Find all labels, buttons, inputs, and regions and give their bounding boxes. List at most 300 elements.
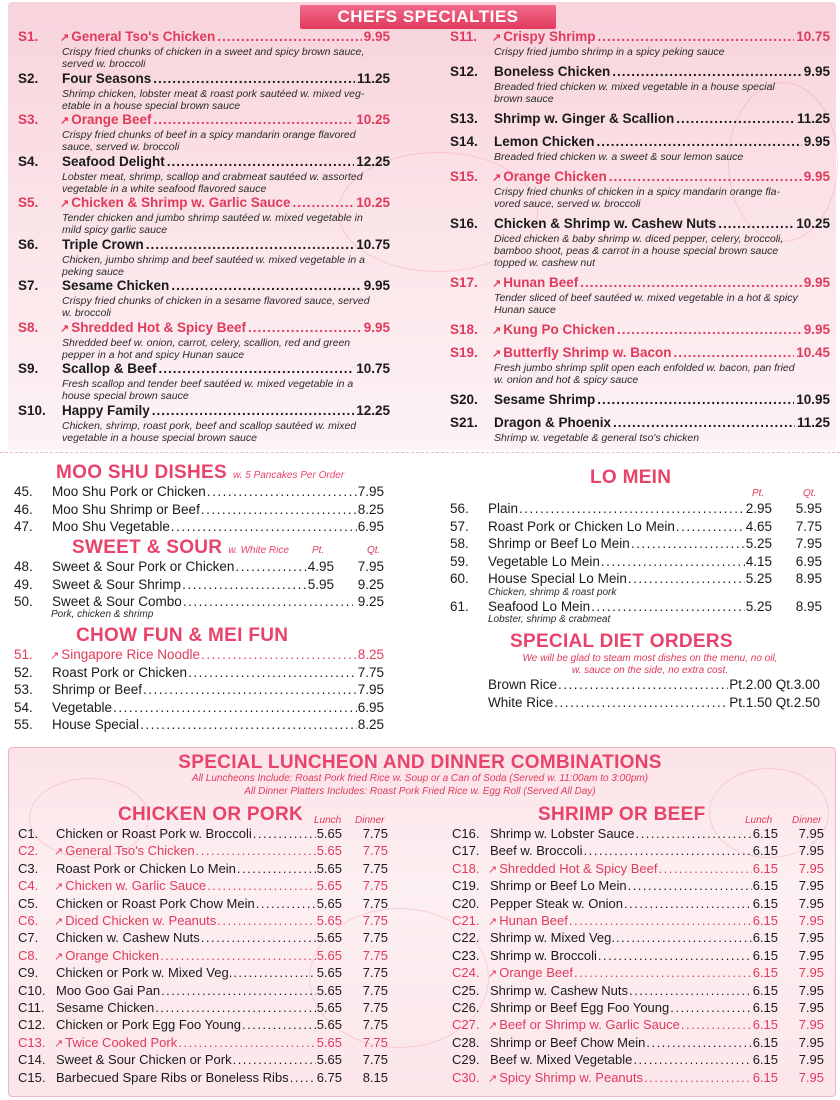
item-name: Seafood Lo Mein	[488, 598, 591, 614]
item-description: Tender sliced of beef sautéed w. mixed vegetable in a hot & spicy	[494, 292, 798, 304]
item-name: Dragon & Phoenix	[494, 415, 612, 430]
menu-item	[450, 322, 830, 339]
item-name: Roast Pork or Chicken Lo Mein	[56, 860, 236, 876]
combo-item	[18, 965, 388, 982]
item-name: Hunan Beef	[499, 913, 568, 928]
item-price-qt: 7.95	[795, 536, 822, 551]
item-name: Diced Chicken w. Peanuts	[65, 913, 217, 928]
item-price-qt: 9.25	[357, 594, 384, 609]
item-price-lunch: 6.15	[752, 1034, 778, 1050]
item-code: S1.	[18, 29, 39, 44]
item-price: Pt.2.00 Qt.3.00	[729, 677, 820, 692]
item-code: 47.	[14, 519, 33, 534]
menu-item-row	[450, 134, 830, 151]
item-price-dinner: 7.75	[362, 843, 388, 859]
menu-item	[14, 502, 384, 519]
menu-item	[450, 599, 822, 616]
combo-item	[18, 1052, 388, 1069]
menu-item-row	[18, 361, 390, 378]
item-code: C18.	[452, 860, 480, 876]
dot-leader	[201, 647, 357, 662]
dot-leader	[171, 278, 361, 293]
dot-leader	[207, 878, 316, 893]
menu-item-row	[450, 415, 830, 432]
item-name: Moo Shu Pork or Chicken	[52, 484, 206, 499]
dot-leader	[201, 502, 357, 517]
combo-item	[18, 1017, 388, 1034]
item-code: C17.	[452, 843, 480, 859]
menu-item-row	[450, 392, 830, 409]
item-price-qt: 9.25	[357, 576, 384, 592]
item-name: Roast Pork or Chicken Lo Mein	[488, 518, 675, 534]
item-code: S3.	[18, 112, 39, 128]
combinations-title: SPECIAL LUNCHEON AND DINNER COMBINATIONS	[178, 752, 662, 773]
shrimp-or-beef-title: SHRIMP OR BEEF	[538, 804, 706, 825]
item-price: 7.75	[357, 664, 384, 680]
dot-leader	[616, 930, 752, 945]
item-price-dinner: 7.75	[362, 1034, 388, 1050]
dot-leader	[146, 237, 354, 252]
item-note: Lobster, shrimp & crabmeat	[488, 614, 611, 625]
item-name: Sweet & Sour Shrimp	[52, 576, 182, 592]
item-price: 10.25	[796, 216, 830, 231]
menu-item	[18, 320, 390, 361]
item-name: Chicken & Shrimp w. Garlic Sauce	[71, 195, 291, 211]
menu-item	[14, 559, 384, 576]
dot-leader	[646, 1035, 751, 1050]
item-code: C13.	[18, 1034, 46, 1050]
menu-item	[450, 536, 822, 553]
item-code: S20.	[450, 392, 478, 407]
item-description: Breaded fried chicken w. mixed vegetable in a house special	[494, 81, 775, 93]
item-code: C30.	[452, 1069, 480, 1085]
item-price-lunch: 5.65	[316, 895, 342, 911]
dot-leader	[113, 700, 357, 715]
item-price: 9.95	[803, 275, 830, 290]
combo-item	[18, 983, 388, 1000]
item-name: Sesame Shrimp	[494, 392, 596, 407]
combo-item	[452, 878, 824, 895]
dot-leader	[196, 843, 316, 858]
item-name: Shrimp or Beef Lo Mein	[490, 878, 627, 894]
menu-item	[450, 392, 830, 409]
dot-leader	[171, 519, 357, 534]
item-price-lunch: 6.15	[752, 1000, 778, 1015]
item-name: Orange Chicken	[65, 947, 160, 963]
item-name: White Rice	[488, 694, 554, 710]
combo-left-dinner-header: Dinner	[355, 815, 385, 826]
item-code: S10.	[18, 402, 46, 418]
menu-item	[488, 695, 820, 712]
item-code: C19.	[452, 878, 480, 894]
item-description: house special brown sauce	[62, 390, 189, 403]
item-price-dinner: 7.75	[362, 1000, 388, 1015]
combo-item	[452, 861, 824, 878]
item-name: Shrimp or Beef Lo Mein	[488, 536, 630, 551]
hot-pepper-icon: ↗	[492, 278, 502, 290]
dot-leader	[143, 682, 357, 697]
item-price: 11.25	[356, 70, 390, 86]
dot-leader	[235, 559, 306, 574]
dot-leader	[609, 169, 802, 184]
item-code: 50.	[14, 594, 33, 609]
item-code: S18.	[450, 322, 478, 337]
item-name: House Special	[52, 717, 140, 732]
chefs-specialties-panel	[8, 2, 836, 450]
hot-pepper-icon: ↗	[488, 1072, 498, 1085]
item-price-pt: 5.25	[745, 536, 772, 551]
item-price: 12.25	[356, 402, 390, 418]
menu-item-row	[18, 195, 390, 212]
hot-pepper-icon: ↗	[488, 968, 498, 981]
item-name: Shrimp w. Mixed Veg.	[490, 930, 615, 946]
hot-pepper-icon: ↗	[488, 916, 498, 928]
item-code: C2.	[18, 843, 39, 859]
item-name: Beef w. Broccoli	[490, 843, 583, 859]
item-description: vegetable in a house special brown sauce	[62, 431, 257, 444]
item-name: Roast Pork or Chicken	[52, 664, 188, 680]
item-price-pt: 5.25	[745, 571, 772, 586]
chicken-or-pork-title: CHICKEN OR PORK	[118, 804, 304, 825]
item-price-lunch: 5.65	[316, 947, 342, 963]
dot-leader	[558, 677, 728, 692]
item-name: Plain	[488, 501, 519, 516]
item-name: Vegetable Lo Mein	[488, 553, 600, 569]
item-price: Pt.1.50 Qt.2.50	[729, 694, 820, 710]
item-price-lunch: 6.15	[752, 1069, 778, 1085]
item-price-pt: 4.15	[745, 553, 772, 569]
dot-leader	[612, 64, 801, 79]
dot-leader	[161, 983, 316, 998]
hot-pepper-icon: ↗	[492, 325, 502, 337]
item-code: 49.	[14, 576, 33, 592]
item-price: 8.25	[357, 717, 384, 732]
chefs-right-column	[450, 29, 830, 444]
menu-item-row	[18, 320, 390, 337]
item-name: Sesame Chicken	[62, 278, 170, 294]
item-price: 10.45	[796, 345, 830, 360]
special-diet-note-1: We will be glad to steam most dishes on the menu, no oil,	[522, 653, 778, 664]
dot-leader	[140, 717, 357, 732]
menu-item	[18, 278, 390, 319]
combo-item	[18, 843, 388, 860]
item-price-dinner: 7.75	[362, 860, 388, 876]
item-description: etable in a house special brown sauce	[62, 99, 241, 112]
item-price-lunch: 5.65	[316, 860, 342, 876]
dot-leader	[676, 111, 795, 126]
menu-item	[14, 519, 384, 536]
menu-item	[14, 484, 384, 501]
item-price-pt: 2.95	[745, 501, 772, 516]
hot-pepper-icon: ↗	[488, 1020, 498, 1033]
item-description: Diced chicken & baby shrimp w. diced pepper, celery, broccoli,	[494, 233, 784, 245]
item-name: Scallop & Beef	[62, 361, 157, 377]
menu-item	[450, 415, 830, 444]
item-code: C5.	[18, 895, 39, 911]
combo-item	[18, 878, 388, 895]
item-price: 10.25	[356, 112, 390, 128]
item-name: Barbecued Spare Ribs or Boneless Ribs	[56, 1069, 289, 1085]
item-name: Pepper Steak w. Onion	[490, 895, 623, 911]
item-code: S13.	[450, 111, 478, 126]
dot-leader	[658, 861, 751, 876]
combo-item	[452, 1052, 824, 1069]
item-code: 58.	[450, 536, 469, 551]
hot-pepper-icon: ↗	[60, 198, 70, 211]
item-name: Shredded Hot & Spicy Beef	[71, 319, 247, 335]
menu-item-row	[450, 216, 830, 233]
combo-item	[18, 948, 388, 965]
item-price-dinner: 7.75	[362, 982, 388, 998]
item-price: 10.75	[796, 29, 830, 44]
dot-leader	[598, 948, 752, 963]
menu-item-row	[18, 71, 390, 88]
item-price-lunch: 5.65	[316, 826, 342, 841]
item-code: C10.	[18, 982, 46, 998]
item-description: Tender chicken and jumbo shrimp sautéed w. mixed vegetable in	[62, 212, 363, 225]
item-code: S9.	[18, 361, 39, 377]
item-price-dinner: 7.75	[362, 878, 388, 894]
dot-leader	[628, 878, 752, 893]
dot-leader	[631, 536, 745, 551]
item-description: Crispy fried chunks of chicken in a sesame flavored sauce, served	[62, 295, 370, 308]
item-description: Chicken, jumbo shrimp and beef sautéed w. mixed vegetable in a	[62, 253, 365, 266]
item-description: w. broccoli	[62, 307, 112, 320]
item-price-qt: 8.95	[795, 598, 822, 614]
combo-item	[452, 1070, 824, 1087]
combo-item	[452, 965, 824, 982]
item-code: S4.	[18, 153, 39, 169]
item-name: Sweet & Sour Chicken or Pork	[56, 1052, 232, 1068]
item-code: S12.	[450, 64, 478, 79]
dot-leader	[628, 571, 745, 586]
item-code: S6.	[18, 236, 39, 252]
item-code: S5.	[18, 195, 39, 211]
item-name: General Tso's Chicken	[71, 29, 216, 44]
item-name: Orange Beef	[499, 965, 573, 981]
menu-item	[14, 700, 384, 717]
menu-item	[450, 554, 822, 571]
dot-leader	[183, 594, 353, 609]
dot-leader	[253, 826, 316, 841]
item-code: C16.	[452, 826, 480, 841]
item-name: Crispy Shrimp	[503, 29, 596, 44]
item-description: w. onion and hot & spicy sauce	[494, 374, 639, 386]
item-name: Lemon Chicken	[494, 134, 595, 149]
combo-item	[452, 930, 824, 947]
item-price: 9.95	[803, 169, 830, 184]
dot-leader	[293, 195, 355, 210]
combo-item	[18, 826, 388, 843]
item-code: C15.	[18, 1069, 46, 1085]
hot-pepper-icon: ↗	[50, 650, 60, 662]
item-price-dinner: 8.15	[362, 1069, 388, 1085]
item-name: Brown Rice	[488, 677, 558, 692]
combo-item	[452, 983, 824, 1000]
lo-mein-qt-header: Qt.	[803, 488, 817, 499]
hot-pepper-icon: ↗	[54, 916, 64, 928]
dot-leader	[580, 275, 801, 290]
item-price-lunch: 6.15	[752, 1052, 778, 1068]
item-price-dinner: 7.75	[362, 1052, 388, 1068]
item-name: Vegetable	[52, 699, 113, 715]
item-price-dinner: 7.75	[362, 913, 388, 928]
dot-leader	[217, 29, 361, 44]
item-name: Singapore Rice Noodle	[61, 647, 201, 662]
item-price-lunch: 6.75	[316, 1069, 342, 1085]
item-price: 12.25	[356, 153, 390, 169]
item-name: Beef or Shrimp w. Garlic Sauce	[499, 1017, 680, 1033]
item-price-dinner: 7.95	[798, 982, 824, 998]
item-description: Chicken, shrimp, roast pork, beef and scallop sautéed w. mixed	[62, 419, 357, 432]
dot-leader	[629, 983, 752, 998]
dot-leader	[233, 965, 315, 980]
dot-leader	[256, 896, 316, 911]
item-price-qt: 7.95	[357, 559, 384, 574]
item-code: C9.	[18, 965, 39, 981]
item-price-dinner: 7.95	[798, 1017, 824, 1033]
menu-item	[450, 64, 830, 105]
menu-item-row	[450, 64, 830, 81]
item-code: 53.	[14, 682, 33, 697]
item-code: C21.	[452, 913, 480, 928]
sweet-sour-combo-note: Pork, chicken & shrimp	[51, 609, 154, 620]
menu-item	[18, 403, 390, 444]
item-code: S8.	[18, 319, 39, 335]
item-name: Shrimp or Beef Egg Foo Young	[490, 1000, 670, 1015]
item-price-dinner: 7.95	[798, 1052, 824, 1068]
item-price: 11.25	[796, 111, 830, 126]
combo-item	[18, 930, 388, 947]
item-description: topped w. cashew nut	[494, 257, 595, 269]
item-price-lunch: 6.15	[752, 965, 778, 981]
dot-leader	[613, 415, 795, 430]
item-price: 10.75	[356, 361, 390, 377]
item-description: Hunan sauce	[494, 304, 556, 316]
item-name: Shrimp or Beef Chow Mein	[490, 1034, 646, 1050]
item-code: S15.	[450, 169, 478, 184]
dot-leader	[670, 1000, 751, 1015]
dot-leader	[597, 392, 794, 407]
menu-item	[18, 112, 390, 153]
combo-item	[18, 1070, 388, 1087]
item-description: Crispy fried jumbo shrimp in a spicy peking sauce	[494, 46, 725, 58]
menu-item	[450, 134, 830, 163]
item-price-lunch: 5.65	[316, 1017, 342, 1033]
item-name: Seafood Delight	[62, 153, 165, 169]
combo-right-dinner-header: Dinner	[792, 815, 822, 826]
menu-item	[450, 501, 822, 518]
item-name: Chicken or Roast Pork w. Broccoli	[56, 826, 252, 841]
combo-left-lunch-header: Lunch	[314, 815, 342, 826]
menu-item-row	[18, 237, 390, 254]
item-price-pt: 5.25	[745, 598, 772, 614]
item-name: Beef w. Mixed Vegetable	[490, 1052, 633, 1068]
menu-item	[450, 275, 830, 316]
item-description: Crispy fried chunks of chicken in a sweet and spicy brown sauce,	[62, 46, 365, 58]
menu-item-row	[450, 111, 830, 128]
menu-item-row	[450, 345, 830, 362]
menu-item	[18, 361, 390, 402]
item-price-dinner: 7.75	[362, 1017, 388, 1033]
item-price: 11.25	[796, 415, 830, 430]
dot-leader	[159, 361, 355, 376]
item-code: S14.	[450, 134, 478, 149]
item-name: Sweet & Sour Pork or Chicken	[52, 559, 235, 574]
item-name: Shrimp w. Ginger & Scallion	[494, 111, 675, 126]
item-code: C23.	[452, 947, 480, 963]
dot-leader	[248, 320, 362, 335]
item-description: Shredded beef w. onion, carrot, celery, scallion, red and green	[62, 336, 351, 349]
item-description: Shrimp w. vegetable & general tso's chicken	[494, 432, 700, 444]
menu-item-row	[450, 275, 830, 292]
item-code: C20.	[452, 895, 480, 911]
item-price-dinner: 7.95	[798, 860, 824, 876]
hot-pepper-icon: ↗	[492, 348, 502, 360]
dot-leader	[674, 345, 795, 360]
item-name: Chicken or Pork Egg Foo Young	[56, 1017, 242, 1033]
item-price-dinner: 7.75	[362, 895, 388, 911]
item-price-qt: 7.75	[795, 518, 822, 534]
combo-item	[452, 826, 824, 843]
item-price-dinner: 7.75	[362, 826, 388, 841]
item-name: Chicken or Roast Pork Chow Mein	[56, 895, 255, 911]
dot-leader	[617, 322, 802, 337]
menu-item-row	[450, 322, 830, 339]
item-price-lunch: 6.15	[752, 913, 778, 928]
item-price-dinner: 7.95	[798, 843, 824, 859]
item-name: Triple Crown	[62, 236, 144, 252]
item-price-dinner: 7.95	[798, 913, 824, 928]
dot-leader	[598, 29, 795, 44]
menu-item	[18, 237, 390, 278]
item-description: peking sauce	[62, 265, 124, 278]
item-description: Lobster meat, shrimp, scallop and crabmeat sautéed w. assorted	[62, 170, 363, 183]
item-price-lunch: 6.15	[752, 860, 778, 876]
item-price: 8.25	[357, 647, 384, 662]
item-code: S17.	[450, 275, 478, 290]
hot-pepper-icon: ↗	[54, 950, 64, 963]
lo-mein-pt-header: Pt.	[752, 488, 765, 499]
item-price-qt: 6.95	[795, 553, 822, 569]
item-price-pt: 5.95	[307, 576, 334, 592]
dot-leader	[290, 1070, 316, 1085]
item-price-dinner: 7.75	[362, 947, 388, 963]
item-code: S21.	[450, 415, 478, 430]
special-diet-title: SPECIAL DIET ORDERS	[510, 631, 733, 652]
dot-leader	[217, 913, 315, 928]
dot-leader	[633, 1052, 751, 1067]
menu-item	[18, 29, 390, 70]
item-price: 9.95	[363, 278, 390, 294]
item-name: Hunan Beef	[503, 275, 579, 290]
item-code: C11.	[18, 1000, 45, 1015]
dot-leader	[584, 843, 752, 858]
menu-item	[14, 682, 384, 699]
dot-leader	[519, 501, 745, 516]
item-price-lunch: 6.15	[752, 895, 778, 911]
sweet-sour-qt-header: Qt.	[367, 545, 381, 556]
item-price: 9.95	[803, 134, 830, 149]
item-name: Four Seasons	[62, 70, 152, 86]
item-name: Moo Shu Shrimp or Beef	[52, 501, 200, 517]
item-price-lunch: 5.65	[316, 1052, 342, 1068]
combo-item	[452, 1000, 824, 1017]
menu-item-row	[18, 29, 390, 46]
item-code: C25.	[452, 982, 480, 998]
item-price-dinner: 7.95	[798, 1000, 824, 1015]
dot-leader	[718, 216, 794, 231]
